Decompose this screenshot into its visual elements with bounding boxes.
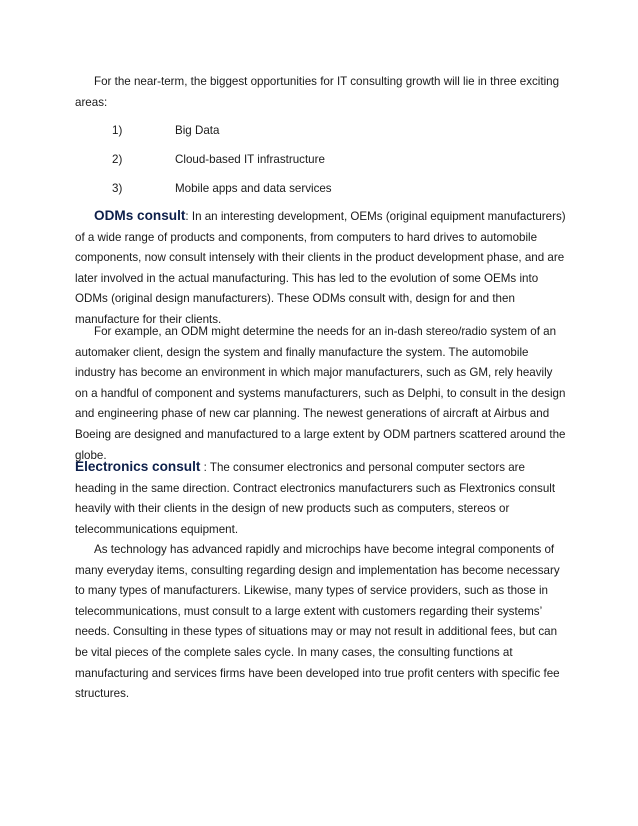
list-item <box>112 121 532 150</box>
electronics-section <box>75 457 567 540</box>
technology-paragraph: As technology has advanced rapidly and microchips have become integral components of many everyday items, consulting regarding design and implementation has become necessary to many types of manufacturers. Likewise, many types of service providers, such as those in telecommunications, must consult to a large extent with customers regarding their systems’ needs. Consulting in these types of situations may or may not result in additional fees, but can be vital pieces of the complete sales cycle. In many cases, the consulting functions at manufacturing and services firms have been developed into true profit centers with specific fee structures. <box>75 543 560 701</box>
odm-body: In an interesting development, OEMs (original equipment manufacturers) of a wide range of products and components, from computers to hard drives to automobile components, now consult intensely with their clients in the product development phase, and are later involved in the actual manufacturing. This has led to the evolution of some OEMs into ODMs (original design manufacturers). These ODMs consult with, design for and then manufacture for their clients. <box>75 210 566 326</box>
odm-section <box>75 206 567 331</box>
electronics-body: : The consumer electronics and personal computer sectors are heading in the same direction. Contract electronics manufacturers such as Flextronics consult heavily with their clients in the design of new products such as computers, stereos or telecommunications equipment. <box>75 461 556 536</box>
list-item-label: Mobile apps and data services <box>175 182 332 195</box>
odm-example-paragraph: For example, an ODM might determine the needs for an in-dash stereo/radio system of an automaker client, design the system and finally manufacture the system. The automobile industry has become an environment in which major manufacturers, such as GM, rely heavily on a handful of component and systems manufacturers, such as Delphi, to consult in the design and engineering phase of new car planning. The newest generations of aircraft at Airbus and Boeing are designed and manufactured to a large extent by ODM partners scattered around the globe. <box>75 325 566 462</box>
list-item-label: Big Data <box>175 124 220 137</box>
odm-heading: ODMs consult <box>94 208 186 223</box>
opportunities-list <box>112 121 532 208</box>
list-item-number: 2) <box>112 153 123 166</box>
electronics-paragraph <box>75 457 567 540</box>
intro-paragraph-block <box>75 72 567 113</box>
electronics-heading: Electronics consult <box>75 459 201 474</box>
list-item <box>112 179 532 208</box>
intro-paragraph: For the near-term, the biggest opportunities for IT consulting growth will lie in three exciting areas: <box>75 75 560 109</box>
odm-heading-separator: : <box>185 210 189 223</box>
list-item-label: Cloud-based IT infrastructure <box>175 153 325 166</box>
list-item <box>112 150 532 179</box>
odm-example-block <box>75 322 567 466</box>
technology-block <box>75 540 567 705</box>
list-item-number: 3) <box>112 182 123 195</box>
list-item-number: 1) <box>112 124 123 137</box>
odm-paragraph <box>75 206 567 331</box>
